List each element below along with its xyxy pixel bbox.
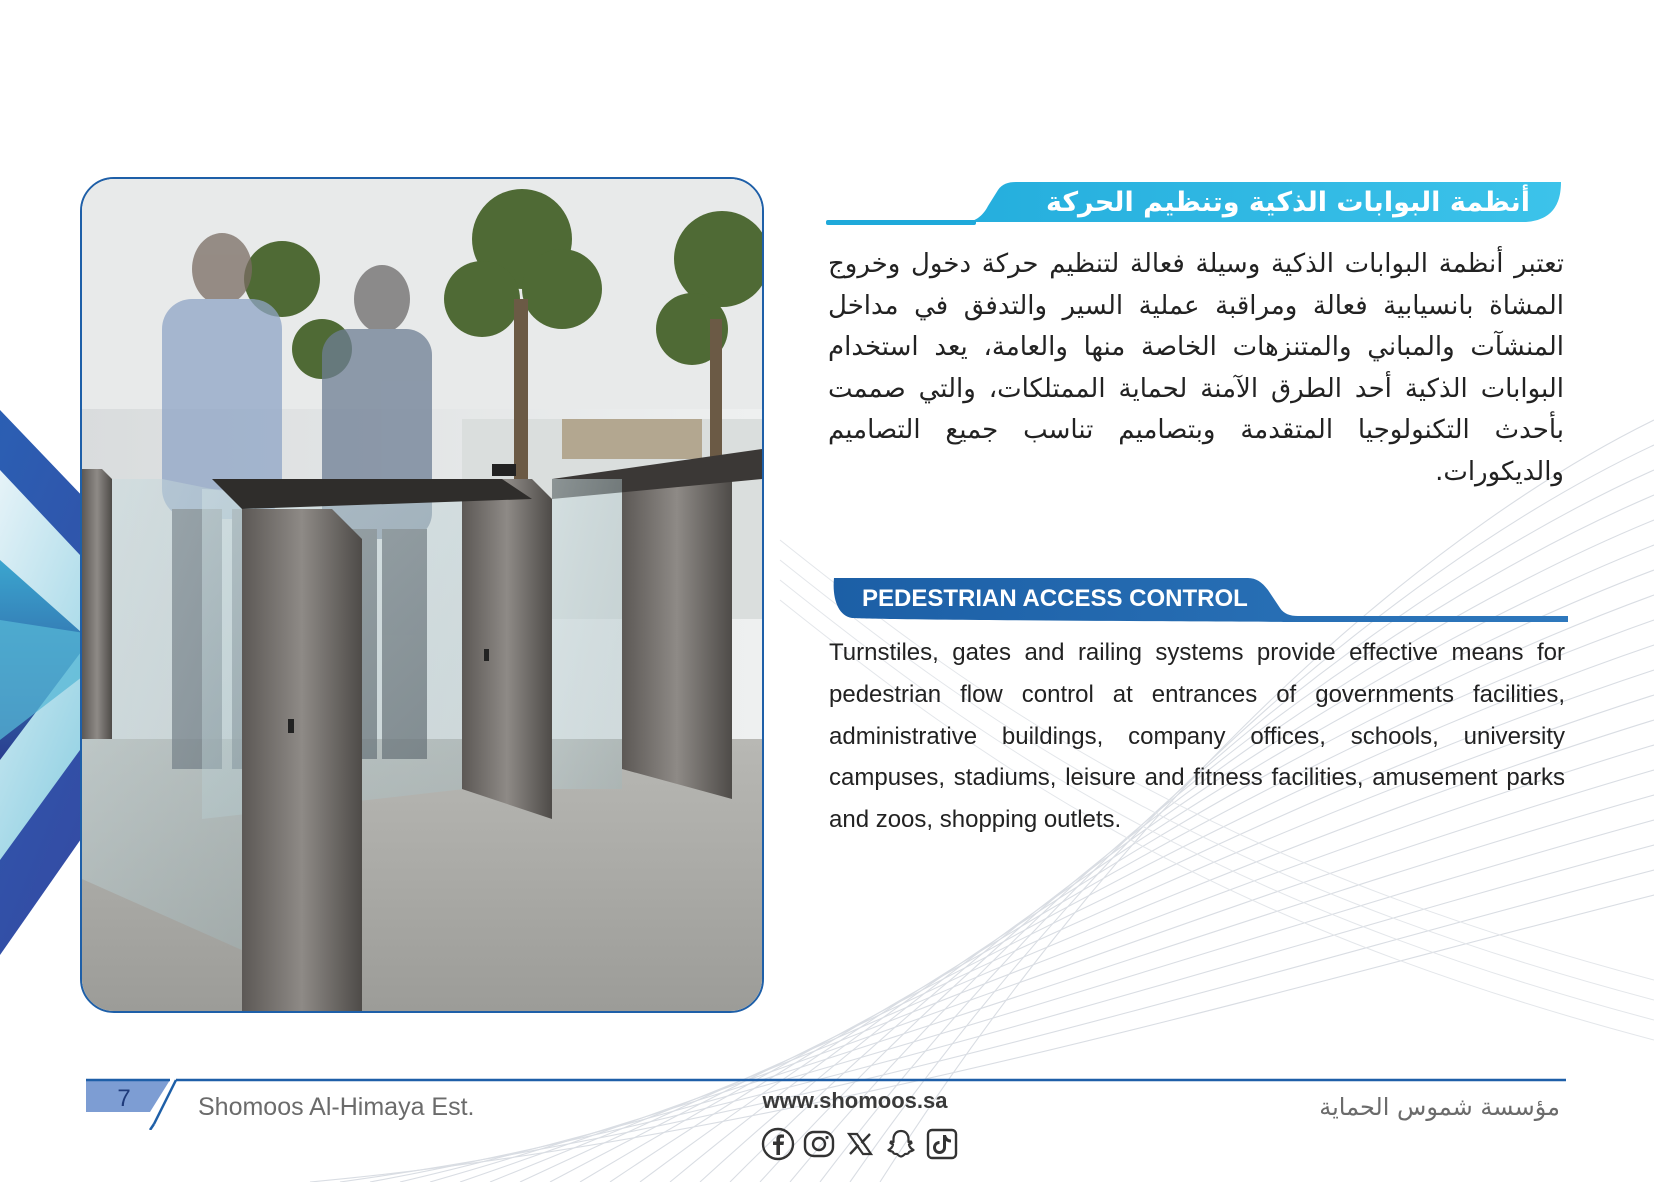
english-section-title: PEDESTRIAN ACCESS CONTROL [862, 585, 1248, 612]
english-section-body: Turnstiles, gates and railing systems provide effective means for pedestrian flow control at entrances of governments facilities, administrative buildings, company offices, schools, university campuses, stadiums, leisure and fitness facilities, amusement parks and zoos, shopping outlets. [829, 639, 1565, 834]
website-link[interactable]: www.shomoos.sa [762, 1088, 948, 1113]
arabic-section-body: تعتبر أنظمة البوابات الذكية وسيلة فعالة لتنظيم حركة دخول وخروج المشاة بانسيابية فعالة ومراقبة عملية السير والتدفق في مداخل المنشآت والمباني والمتنزهات الخاصة منها والعامة، يعد استخدام البوابات الذكية أحد الطرق الآمنة لحماية الممتلكات، والتي صممت بأحدث التكنولوجيا المتقدمة وبتصاميم تناسب جميع التصاميم والديكورات. [828, 249, 1564, 487]
company-name-arabic: مؤسسة شموس الحماية [1319, 1093, 1560, 1121]
turnstile-photo [80, 177, 764, 1013]
arabic-section-title: أنظمة البوابات الذكية وتنظيم الحركة [1045, 187, 1530, 218]
x-icon[interactable] [842, 1126, 878, 1162]
company-name-english: Shomoos Al-Himaya Est. [198, 1093, 475, 1121]
snapchat-icon[interactable] [883, 1126, 919, 1162]
facebook-icon[interactable] [760, 1126, 796, 1162]
instagram-icon[interactable] [801, 1126, 837, 1162]
social-icons [760, 1126, 960, 1162]
tiktok-icon[interactable] [924, 1126, 960, 1162]
page-number: 7 [117, 1085, 131, 1112]
